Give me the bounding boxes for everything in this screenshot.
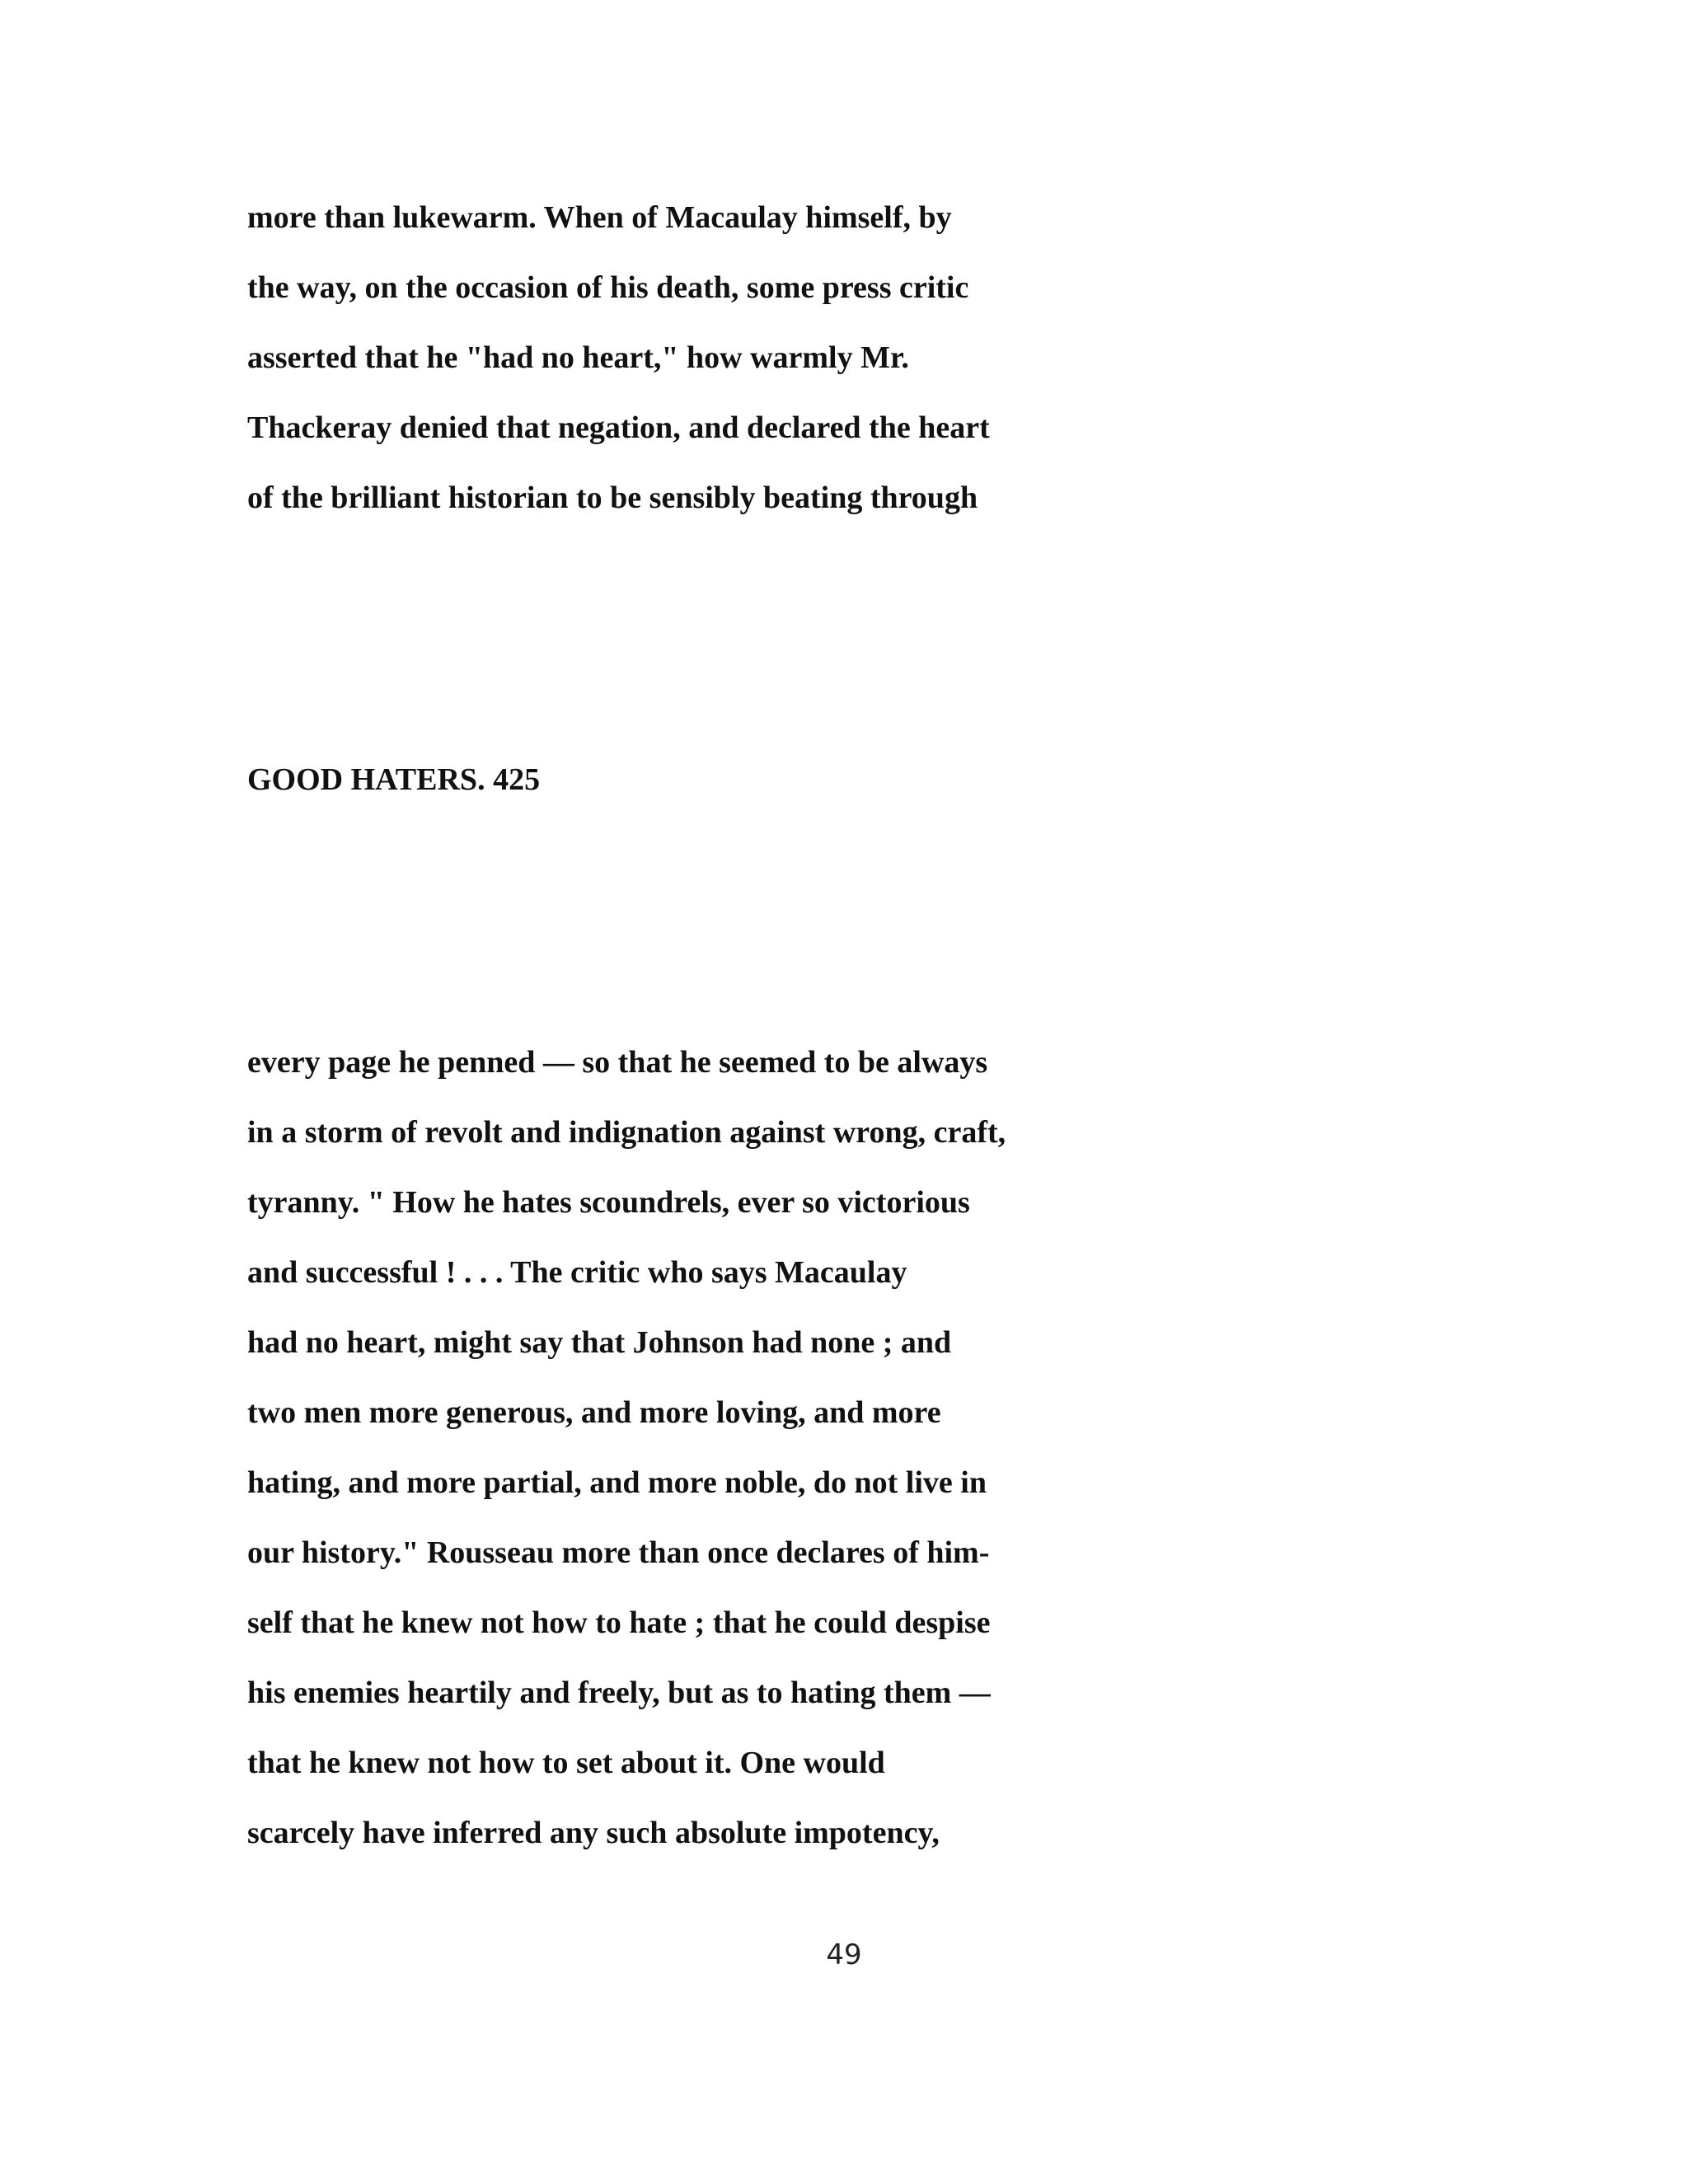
- text-line: asserted that he "had no heart," how warmly Mr.: [247, 340, 909, 375]
- text-line: more than lukewarm. When of Macaulay himself, by: [247, 200, 952, 235]
- running-header: GOOD HATERS. 425: [247, 762, 541, 797]
- text-line: two men more generous, and more loving, and more: [247, 1395, 941, 1430]
- text-line: the way, on the occasion of his death, some press critic: [247, 270, 969, 305]
- text-line: our history." Rousseau more than once declares of him-: [247, 1535, 990, 1570]
- text-line: his enemies heartily and freely, but as to hating them —: [247, 1675, 991, 1710]
- text-line: of the brilliant historian to be sensibly beating through: [247, 480, 978, 515]
- text-line: Thackeray denied that negation, and declared the heart: [247, 410, 990, 445]
- text-line: scarcely have inferred any such absolute impotency,: [247, 1816, 940, 1850]
- text-line: self that he knew not how to hate ; that he could despise: [247, 1605, 991, 1640]
- text-line: tyranny. " How he hates scoundrels, ever so victorious: [247, 1185, 970, 1220]
- page-number: 49: [826, 1938, 862, 1971]
- text-line: and successful ! . . . The critic who says Macaulay: [247, 1255, 907, 1290]
- text-line: had no heart, might say that Johnson had none ; and: [247, 1325, 952, 1360]
- text-line: in a storm of revolt and indignation against wrong, craft,: [247, 1115, 1006, 1150]
- text-line: hating, and more partial, and more noble, do not live in: [247, 1465, 987, 1500]
- text-line: that he knew not how to set about it. One would: [247, 1746, 885, 1780]
- text-line: every page he penned — so that he seemed to be always: [247, 1045, 988, 1080]
